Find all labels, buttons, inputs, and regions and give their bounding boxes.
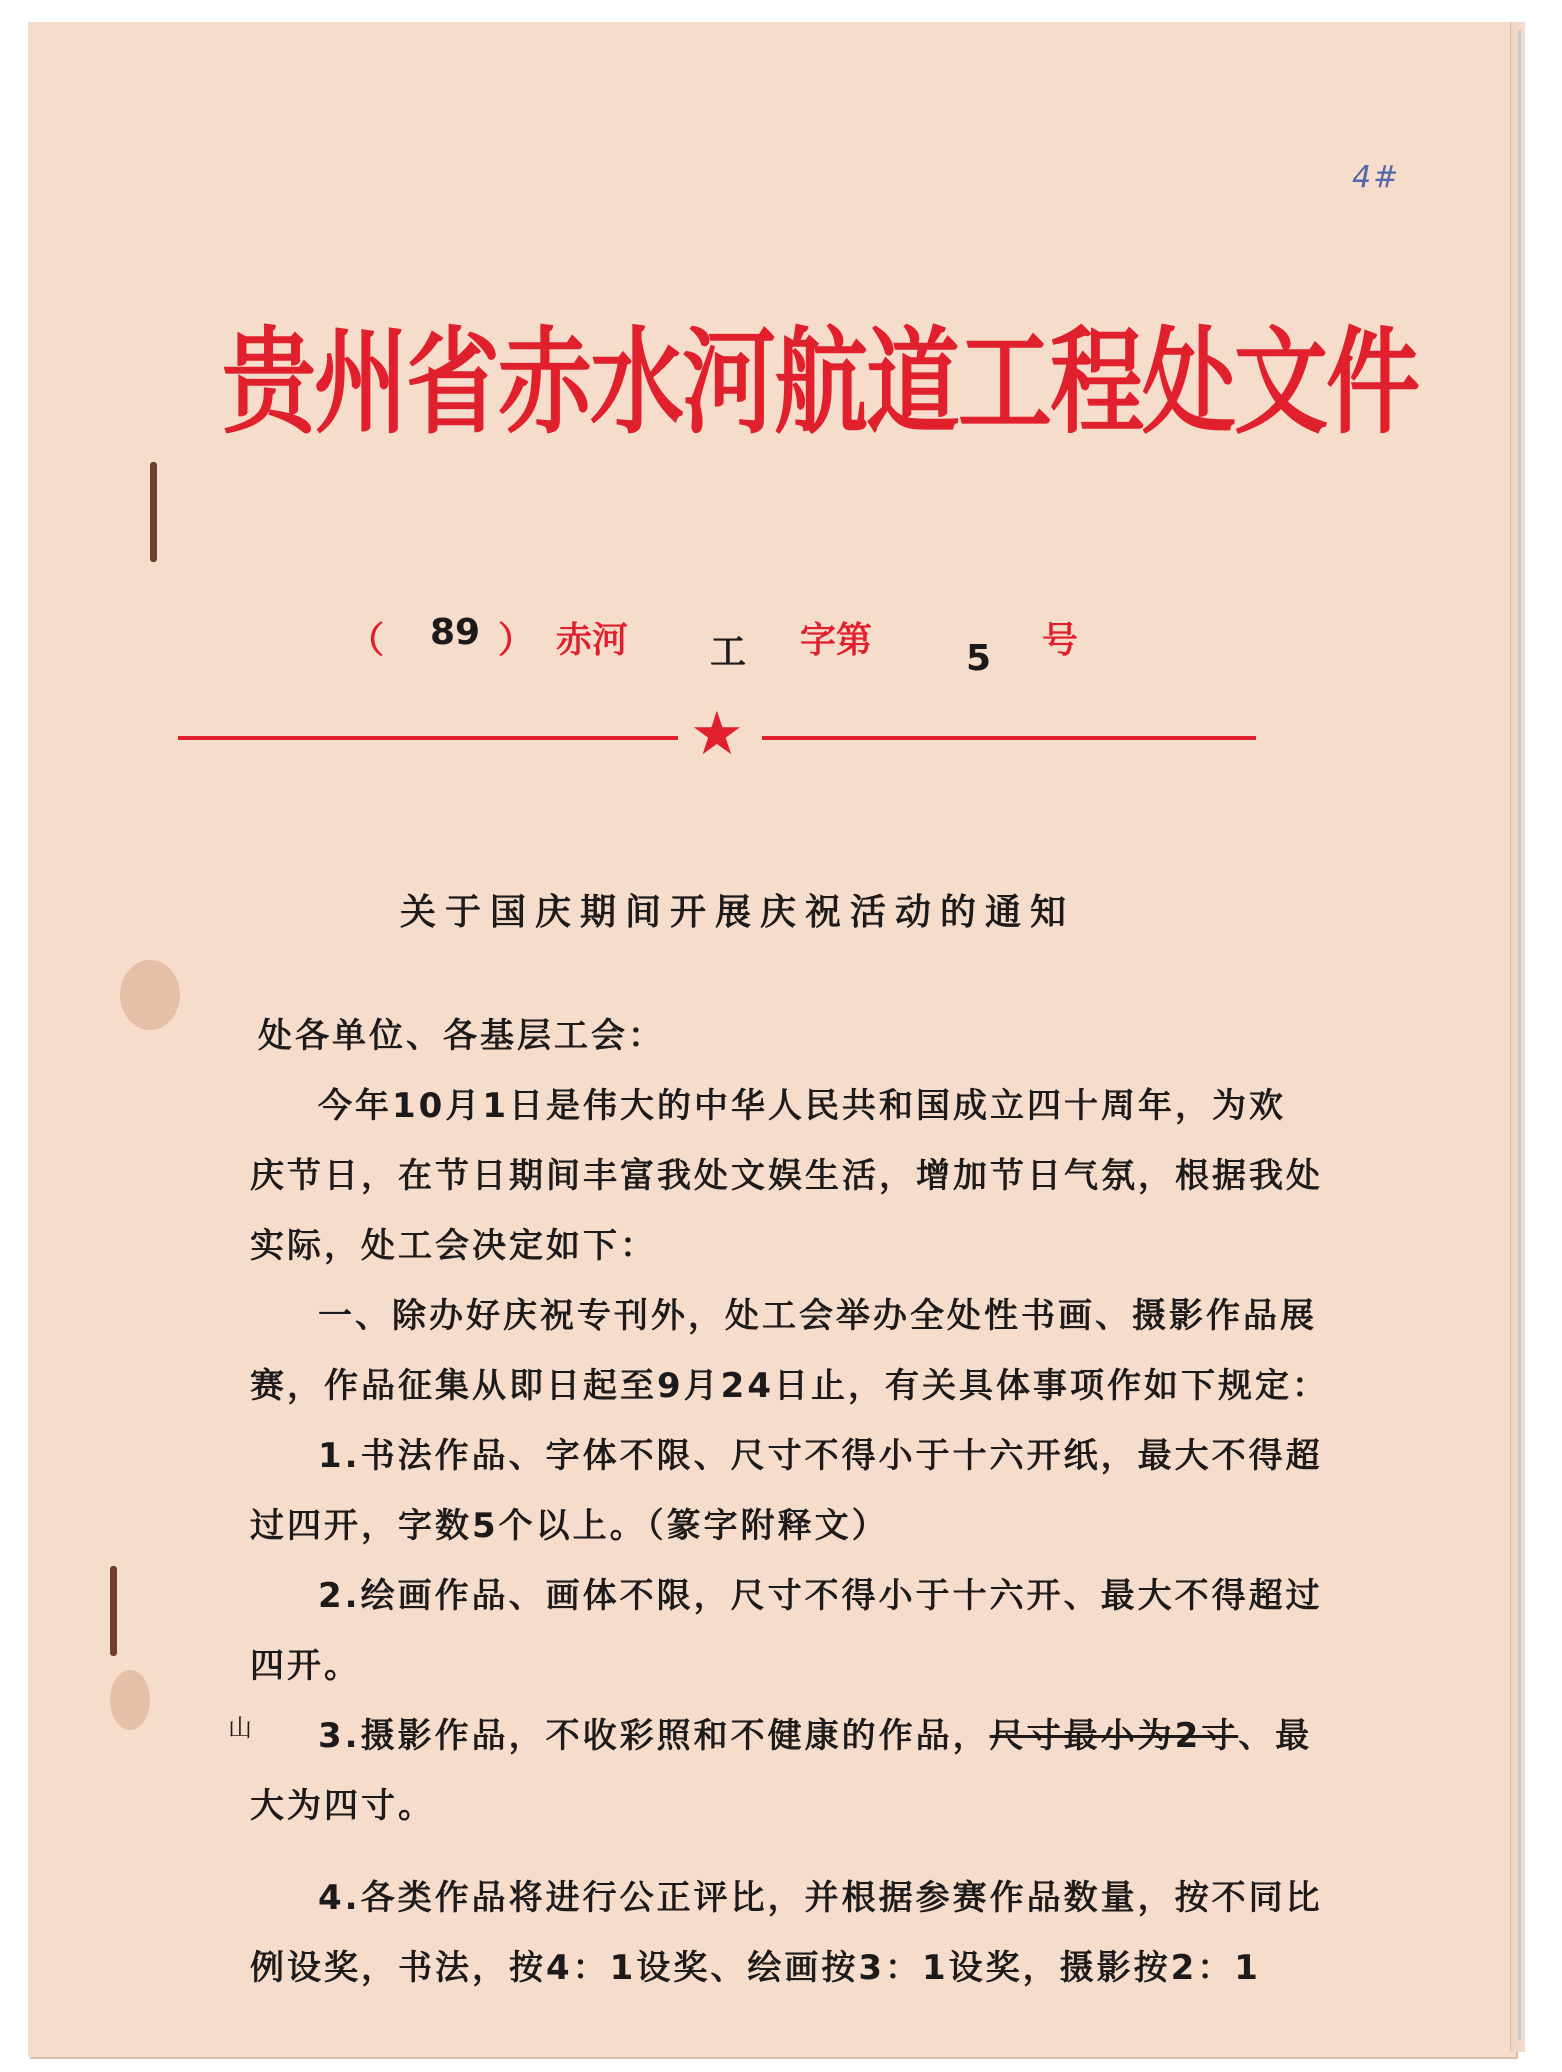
- scan-edge: [1518, 30, 1521, 2040]
- notice-subject: 关于国庆期间开展庆祝活动的通知: [400, 892, 1076, 933]
- doc-number-close: ）: [498, 620, 535, 661]
- doc-number-value: 5: [966, 638, 992, 679]
- paragraph-text: 、最: [1238, 1716, 1313, 1756]
- paragraph-line: 2.绘画作品、画体不限，尺寸不得小于十六开、最大不得超过: [318, 1576, 1323, 1616]
- paragraph-line: 四开。: [250, 1646, 361, 1686]
- paragraph-line: 大为四寸。: [250, 1786, 435, 1826]
- paragraph-line: 实际，处工会决定如下：: [250, 1226, 657, 1266]
- staple-top: [150, 462, 157, 562]
- header-divider-left: [178, 736, 678, 740]
- rust-stain: [110, 1670, 150, 1730]
- doc-number-year: 89: [430, 612, 481, 653]
- doc-number-open: （: [348, 620, 385, 661]
- paragraph-line: 庆节日，在节日期间丰富我处文娱生活，增加节日气氛，根据我处: [250, 1156, 1323, 1196]
- doc-number-suffix: 号: [1042, 620, 1079, 661]
- doc-number-type: 工: [710, 632, 747, 673]
- paragraph-line: 赛，作品征集从即日起至9月24日止，有关具体事项作如下规定：: [250, 1366, 1329, 1406]
- star-icon: ★: [690, 699, 744, 769]
- header-divider-right: [762, 736, 1256, 740]
- struck-text: 尺寸最小为2寸: [989, 1716, 1239, 1756]
- margin-note: 山: [228, 1714, 255, 1742]
- paragraph-line: 4.各类作品将进行公正评比，并根据参赛作品数量，按不同比: [318, 1878, 1323, 1918]
- addressee: 处各单位、各基层工会：: [258, 1016, 665, 1056]
- paragraph-line: 1.书法作品、字体不限、尺寸不得小于十六开纸，最大不得超: [318, 1436, 1323, 1476]
- paragraph-line: 过四开，字数5个以上。（篆字附释文）: [250, 1506, 889, 1546]
- doc-number-char: 字第: [800, 620, 873, 661]
- paragraph-line: [318, 1708, 1312, 1757]
- show-through-text: [230, 470, 1166, 516]
- page-mark: 4#: [1352, 160, 1401, 195]
- rust-stain: [120, 960, 180, 1030]
- doc-number-prefix: 赤河: [556, 620, 629, 661]
- paragraph-line: 今年10月1日是伟大的中华人民共和国成立四十周年，为欢: [318, 1086, 1286, 1126]
- paragraph-line: 一、除办好庆祝专刊外，处工会举办全处性书画、摄影作品展: [318, 1296, 1317, 1336]
- staple-bottom: [110, 1566, 117, 1656]
- paragraph-line: 例设奖，书法，按4：1设奖、绘画按3：1设奖，摄影按2：1: [250, 1948, 1261, 1988]
- paragraph-text: 3.摄影作品，不收彩照和不健康的作品，: [318, 1716, 990, 1756]
- document-header-title: 贵州省赤水河航道工程处文件: [222, 316, 1419, 450]
